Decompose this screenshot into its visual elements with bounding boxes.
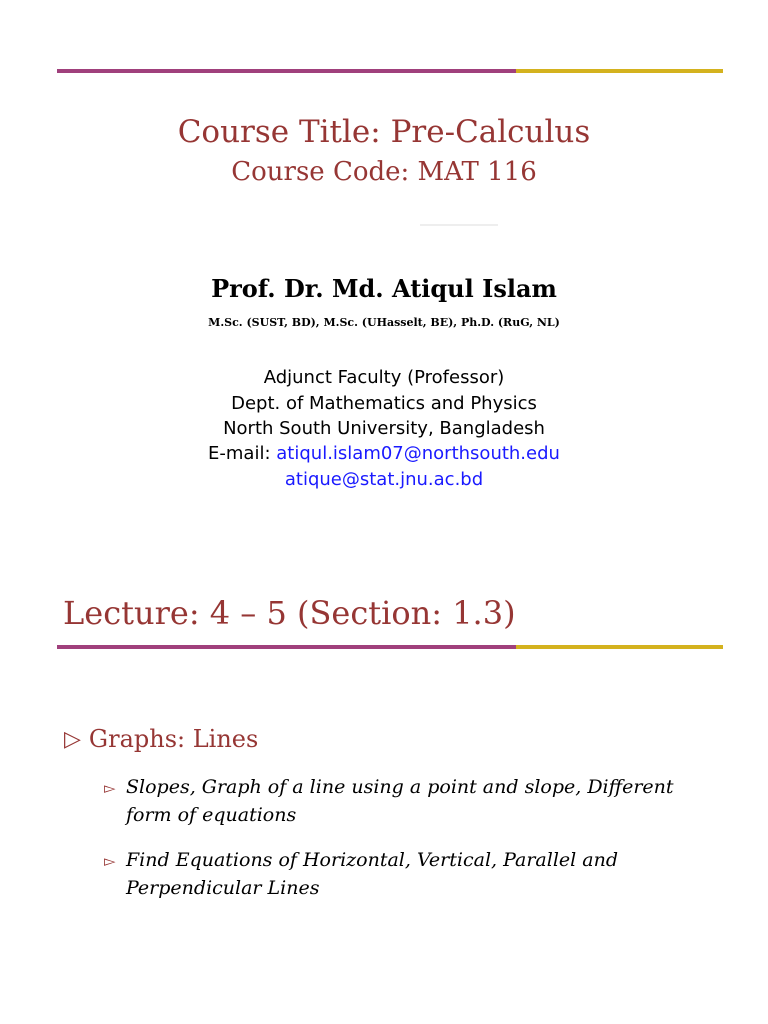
instructor-university: North South University, Bangladesh: [223, 418, 545, 439]
topic-subitem-text: Slopes, Graph of a line using a point and slope, Different form of equations: [126, 776, 674, 826]
sub-bullet-icon: ▻: [104, 779, 116, 797]
email-primary-link[interactable]: atiqul.islam07@northsouth.edu: [276, 443, 560, 464]
topic-subitem-text: Find Equations of Horizontal, Vertical, Parallel and Perpendicular Lines: [126, 849, 619, 899]
topic-subitem: [104, 846, 694, 902]
top-divider: [57, 69, 723, 73]
mid-divider-gold: [516, 645, 723, 649]
course-title: Course Title: Pre-Calculus: [177, 114, 591, 150]
triangle-bullet-icon: ▷: [64, 726, 81, 752]
top-divider-gold: [516, 69, 723, 73]
topic-subitem: [104, 773, 694, 829]
faint-decoration: [420, 224, 498, 226]
instructor-department: Dept. of Mathematics and Physics: [231, 393, 537, 414]
topic-main: [64, 725, 258, 753]
email-secondary-link[interactable]: atique@stat.jnu.ac.bd: [284, 469, 484, 490]
instructor-degrees: M.Sc. (SUST, BD), M.Sc. (UHasselt, BE), Ph.D. (RuG, NL): [208, 316, 560, 329]
email-secondary-line: [0, 469, 768, 490]
mid-divider: [57, 645, 723, 649]
course-code: Course Code: MAT 116: [231, 157, 537, 187]
sub-bullet-icon: ▻: [104, 852, 116, 870]
instructor-name: Prof. Dr. Md. Atiqul Islam: [211, 274, 557, 303]
lecture-heading: Lecture: 4 – 5 (Section: 1.3): [63, 594, 516, 632]
instructor-position: Adjunct Faculty (Professor): [263, 367, 505, 388]
topic-main-label: Graphs: Lines: [88, 725, 259, 753]
mid-divider-magenta: [57, 645, 516, 649]
email-line: [0, 443, 768, 464]
top-divider-magenta: [57, 69, 516, 73]
email-label: E-mail:: [208, 443, 277, 464]
